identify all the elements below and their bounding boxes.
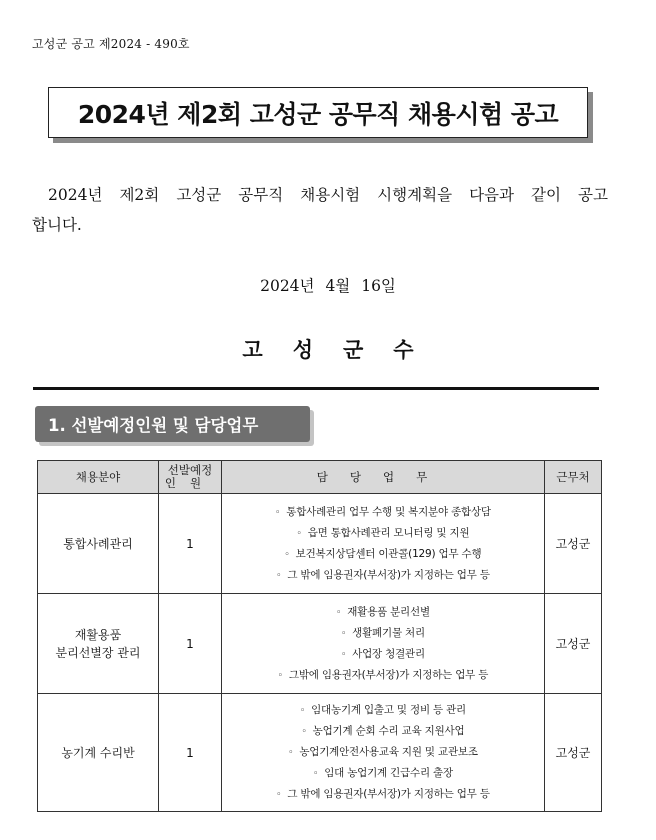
duty-item: ◦ 임대 농업기계 긴급수리 출장 — [313, 767, 453, 779]
duty-item: ◦ 농업기계 순회 수리 교육 지원사업 — [301, 725, 465, 737]
count-cell: 1 — [159, 594, 222, 694]
duty-item: ◦ 그밖에 임용권자(부서장)가 지정하는 업무 등 — [277, 668, 489, 681]
intro-line-2: 합니다. — [32, 216, 82, 234]
workplace-cell: 고성군 — [545, 694, 602, 812]
issuer-name: 고성군수 — [242, 338, 444, 362]
duty-item: ◦ 통합사례관리 업무 수행 및 복지분야 종합상담 — [275, 505, 491, 518]
duty-item: ◦ 읍면 통합사례관리 모니터링 및 지원 — [296, 526, 470, 539]
bullet-icon: ◦ — [288, 748, 294, 758]
section-heading-label: 1. 선발예정인원 및 담당업무 — [48, 416, 259, 435]
count-cell: 1 — [159, 494, 222, 594]
header-workplace: 근무처 — [545, 461, 602, 494]
intro-line-1: 2024년 제2회 고성군 공무직 채용시험 시행계획을 다음과 같이 공고 — [48, 186, 608, 204]
field-cell: 농기계 수리반 — [38, 694, 159, 812]
title-box — [48, 87, 588, 138]
duties-cell — [222, 494, 545, 594]
header-count-line-1: 선발예정 — [167, 463, 213, 477]
count-cell: 1 — [159, 694, 222, 812]
field-cell: 재활용품 분리선별장 관리 — [38, 594, 159, 694]
divider-rule — [33, 387, 599, 390]
notice-number: 고성군 공고 제2024 - 490호 — [32, 37, 190, 51]
workplace-cell: 고성군 — [545, 494, 602, 594]
duty-item: ◦ 생활폐기물 처리 — [341, 626, 425, 639]
table-row — [38, 494, 602, 594]
duty-item: ◦ 재활용품 분리선별 — [336, 605, 430, 618]
bullet-icon: ◦ — [341, 628, 347, 639]
section-heading — [35, 406, 310, 442]
bullet-icon: ◦ — [296, 528, 302, 539]
table-row — [38, 694, 602, 812]
recruitment-table — [37, 460, 602, 812]
bullet-icon: ◦ — [301, 727, 307, 737]
header-field: 채용분야 — [38, 461, 159, 494]
duty-item: ◦ 사업장 청결관리 — [341, 647, 425, 660]
duty-item: ◦ 임대농기계 입출고 및 정비 등 관리 — [300, 704, 466, 716]
table-row — [38, 594, 602, 694]
page-title: 2024년 제2회 고성군 공무직 채용시험 공고 — [77, 99, 559, 129]
header-count-line-2: 인원 — [164, 476, 216, 490]
duties-cell — [222, 594, 545, 694]
announcement-date: 2024년 4월 16일 — [260, 277, 396, 295]
workplace-cell: 고성군 — [545, 594, 602, 694]
bullet-icon: ◦ — [284, 549, 290, 560]
duties-cell — [222, 694, 545, 812]
header-duties: 담당업무 — [222, 461, 545, 494]
duty-item: ◦ 보건복지상담센터 이관콜(129) 업무 수행 — [284, 547, 482, 560]
bullet-icon: ◦ — [300, 706, 306, 716]
bullet-icon: ◦ — [341, 649, 347, 660]
bullet-icon: ◦ — [336, 607, 342, 618]
duty-item: ◦ 그 밖에 임용권자(부서장)가 지정하는 업무 등 — [276, 788, 490, 800]
bullet-icon: ◦ — [313, 769, 319, 779]
table-header-row — [38, 461, 602, 494]
bullet-icon: ◦ — [277, 670, 283, 681]
bullet-icon: ◦ — [275, 507, 281, 518]
header-count — [159, 461, 222, 494]
bullet-icon: ◦ — [276, 790, 282, 800]
intro-paragraph — [32, 180, 608, 240]
bullet-icon: ◦ — [276, 570, 282, 581]
duty-item: ◦ 농업기계안전사용교육 지원 및 교관보조 — [288, 746, 478, 758]
duty-item: ◦ 그 밖에 임용권자(부서장)가 지정하는 업무 등 — [276, 568, 490, 581]
field-cell: 통합사례관리 — [38, 494, 159, 594]
